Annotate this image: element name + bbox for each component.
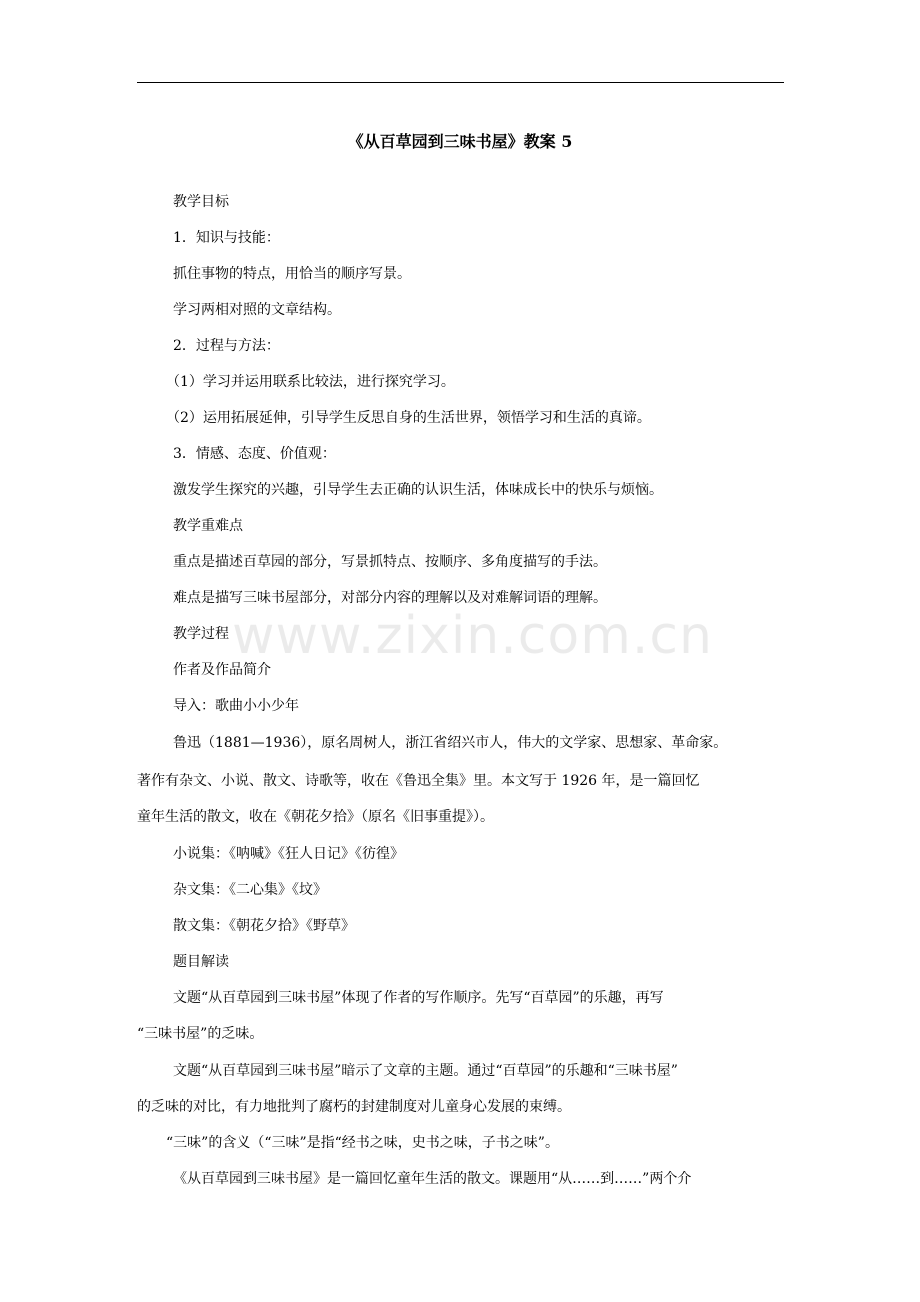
document-title: 《从百草园到三味书屋》教案 5	[347, 131, 573, 151]
paragraph: 童年生活的散文，收在《朝花夕拾》（原名《旧事重提》）。	[137, 809, 494, 825]
heading-title-interpretation: 题目解读	[173, 954, 229, 970]
heading-author-intro: 作者及作品简介	[173, 662, 271, 678]
goal-process-method: 2．过程与方法：	[173, 338, 280, 354]
paragraph: 著作有杂文、小说、散文、诗歌等，收在《鲁迅全集》里。本文写于 1926 年，是一篇回忆	[137, 773, 700, 789]
paragraph: “三味”的含义（“三味”是指“经书之味，史书之味，子书之味”。	[166, 1135, 559, 1151]
paragraph: 《从百草园到三味书屋》是一篇回忆童年生活的散文。课题用“从……到……”两个介	[173, 1171, 692, 1187]
heading-teaching-goals: 教学目标	[173, 194, 229, 210]
goal-emotion-values: 3．情感、态度、价值观：	[173, 446, 336, 462]
paragraph: 抓住事物的特点，用恰当的顺序写景。	[173, 266, 411, 282]
paragraph: 鲁迅（1881—1936），原名周树人，浙江省绍兴市人，伟大的文学家、思想家、革命家。	[173, 735, 728, 751]
paragraph: 小说集：《呐喊》《狂人日记》《彷徨》	[173, 846, 404, 862]
paragraph: 的乏味的对比，有力地批判了腐朽的封建制度对儿童身心发展的束缚。	[137, 1099, 571, 1115]
paragraph: 难点是描写三味书屋部分，对部分内容的理解以及对难解词语的理解。	[173, 590, 607, 606]
paragraph: 激发学生探究的兴趣，引导学生去正确的认识生活，体味成长中的快乐与烦恼。	[173, 482, 663, 498]
paragraph: 学习两相对照的文章结构。	[173, 302, 341, 318]
paragraph: 文题“从百草园到三味书屋”体现了作者的写作顺序。先写“百草园”的乐趣，再写	[173, 990, 664, 1006]
heading-key-points: 教学重难点	[173, 518, 243, 534]
goal-knowledge-skills: 1．知识与技能：	[173, 230, 280, 246]
watermark: www.zixin.com.cn	[232, 606, 713, 666]
header-rule	[137, 82, 784, 83]
paragraph: 散文集：《朝花夕拾》《野草》	[173, 918, 355, 934]
paragraph: “三味书屋”的乏味。	[137, 1026, 264, 1042]
paragraph: 杂文集：《二心集》《坟》	[173, 882, 327, 898]
paragraph: 导入：歌曲小小少年	[173, 698, 299, 714]
paragraph: 重点是描述百草园的部分，写景抓特点、按顺序、多角度描写的手法。	[173, 554, 607, 570]
paragraph: 文题“从百草园到三味书屋”暗示了文章的主题。通过“百草园”的乐趣和“三味书屋”	[173, 1063, 678, 1079]
paragraph: （1）学习并运用联系比较法，进行探究学习。	[166, 374, 455, 390]
heading-teaching-process: 教学过程	[173, 626, 229, 642]
paragraph: （2）运用拓展延伸，引导学生反思自身的生活世界，领悟学习和生活的真谛。	[166, 410, 651, 426]
